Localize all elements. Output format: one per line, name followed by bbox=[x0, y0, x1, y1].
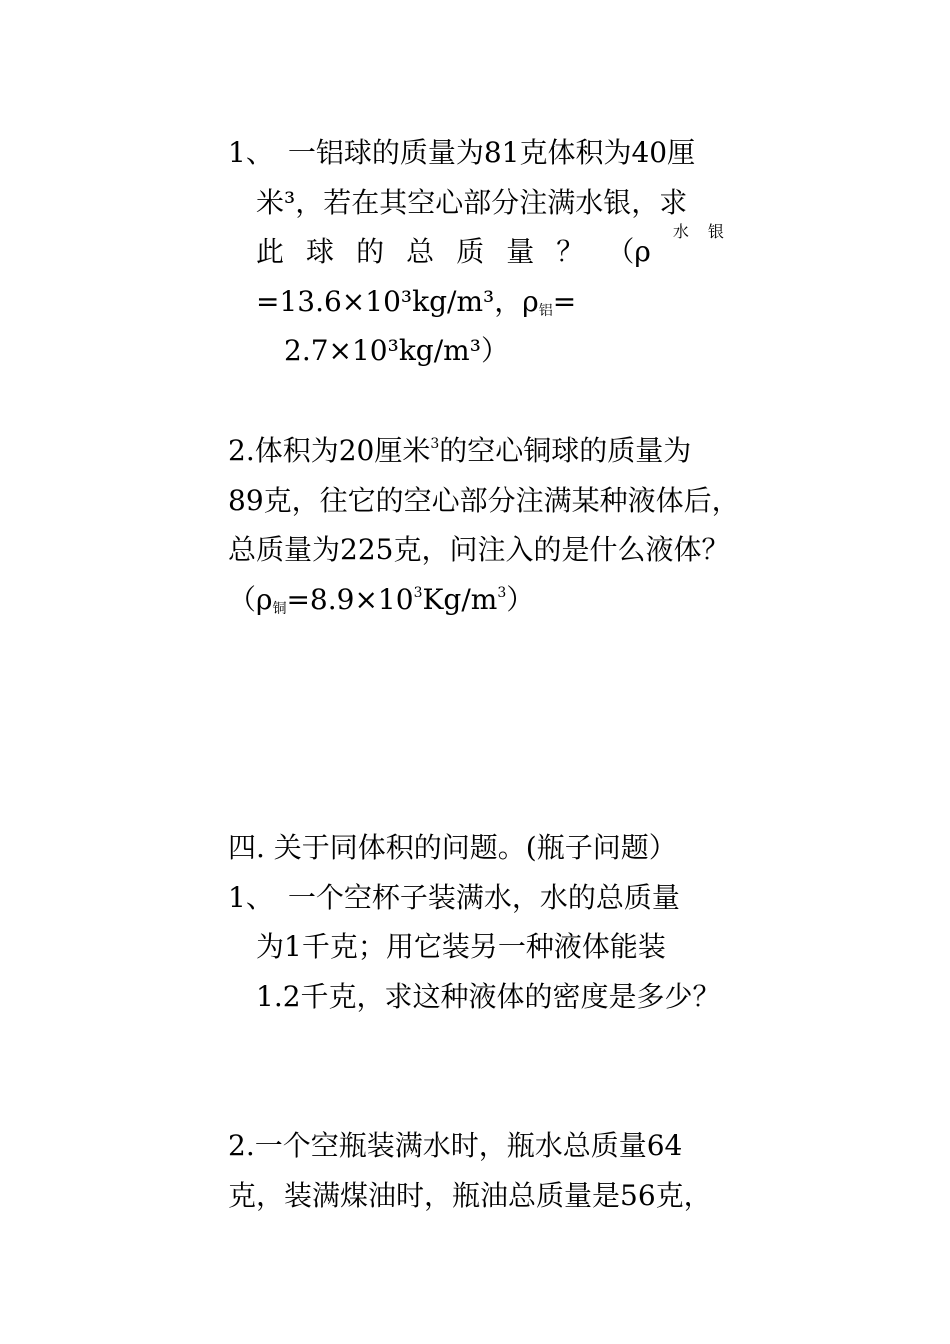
superscript: 3 bbox=[497, 585, 507, 601]
text-char: （ρ bbox=[606, 235, 651, 268]
q3-p2-line1 bbox=[228, 431, 691, 471]
text-segment: Kg/m bbox=[422, 583, 498, 616]
q4-p1-line1: 1、 一个空杯子装满水，水的总质量 bbox=[228, 881, 680, 914]
q3-p1-line2: 米³，若在其空心部分注满水银，求 bbox=[256, 186, 688, 219]
q3-p1-line4 bbox=[256, 282, 576, 322]
superscript: 3 bbox=[430, 436, 440, 452]
text-char: 球 bbox=[306, 235, 335, 268]
subscript-mercury: 水 银 bbox=[672, 222, 724, 241]
text-segment: （ρ bbox=[228, 583, 273, 616]
rho-mercury-value: =13.6×10³kg/m³，ρ bbox=[256, 285, 539, 318]
q3-p1-line1: 1、 一铝球的质量为81克体积为40厘 bbox=[228, 136, 696, 169]
equals-sign: = bbox=[552, 285, 577, 318]
section-4-heading: 四. 关于同体积的问题。(瓶子问题） bbox=[228, 831, 677, 864]
q3-p2-line4 bbox=[228, 580, 534, 620]
q4-p1-line3: 1.2千克，求这种液体的密度是多少？ bbox=[256, 980, 721, 1013]
subscript-copper: 铜 bbox=[272, 601, 287, 617]
q4-p2-line1: 2.一个空瓶装满水时，瓶水总质量64 bbox=[228, 1129, 683, 1162]
text-segment: 2.体积为20厘米 bbox=[228, 434, 431, 467]
q4-p1-line2: 为1千克；用它装另一种液体能装 bbox=[256, 930, 666, 963]
q3-p1-line5: 2.7×10³kg/m³） bbox=[284, 334, 509, 367]
superscript: 3 bbox=[413, 585, 423, 601]
text-char: ？ bbox=[556, 235, 585, 268]
text-segment: 的空心铜球的质量为 bbox=[439, 434, 692, 467]
q4-p2-line2: 克，装满煤油时，瓶油总质量是56克， bbox=[228, 1179, 712, 1212]
text-segment: =8.9×10 bbox=[286, 583, 414, 616]
text-char: 此 bbox=[256, 235, 285, 268]
q3-p2-line2: 89克，往它的空心部分注满某种液体后， bbox=[228, 484, 740, 517]
text-char: 质 bbox=[456, 235, 485, 268]
text-char: 的 bbox=[356, 235, 385, 268]
q3-p1-line3 bbox=[256, 222, 724, 272]
text-char: 量 bbox=[506, 235, 535, 268]
q3-p2-line3: 总质量为225克，问注入的是什么液体？ bbox=[228, 533, 730, 566]
text-segment: ） bbox=[506, 583, 535, 616]
text-char: 总 bbox=[406, 235, 435, 268]
subscript-aluminum: 铝 bbox=[538, 303, 553, 319]
